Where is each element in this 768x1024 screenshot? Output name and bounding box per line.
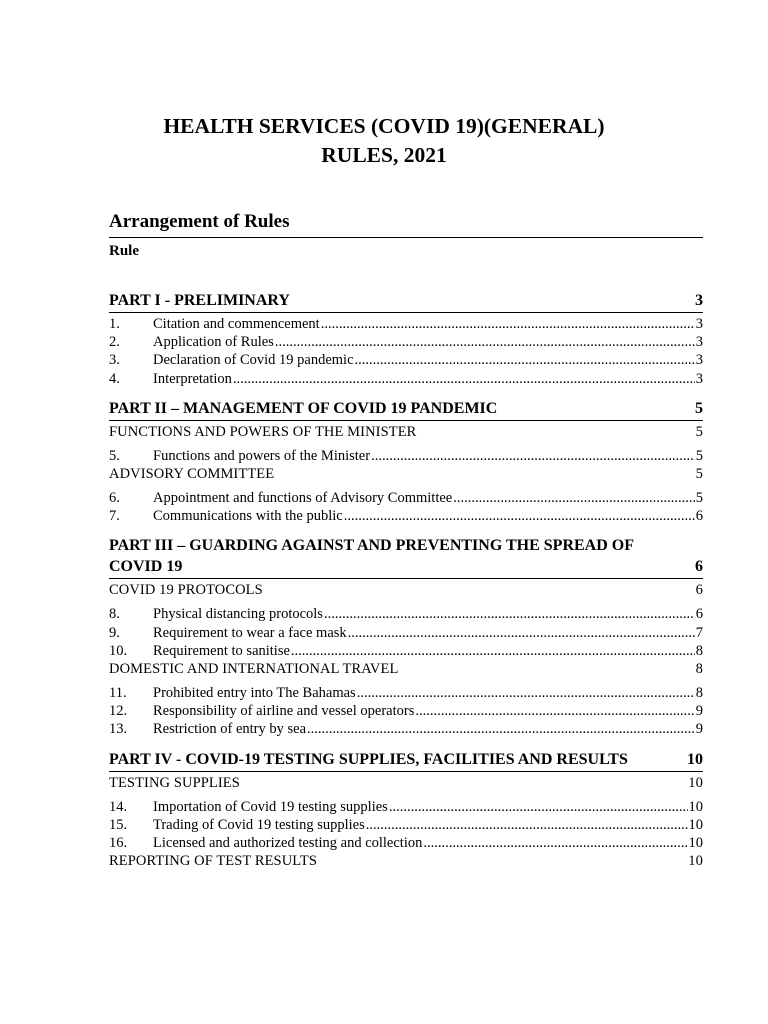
- entry-title: Restriction of entry by sea: [153, 721, 307, 738]
- entry-title: Responsibility of airline and vessel operators: [153, 703, 415, 720]
- entry-number: 14.: [109, 798, 128, 815]
- leader-dots: [344, 507, 695, 525]
- part-title: PART IV - COVID-19 TESTING SUPPLIES, FACILITIES AND RESULTS: [109, 750, 628, 768]
- section-heading[interactable]: [109, 852, 703, 870]
- entry-page: 6: [695, 508, 703, 525]
- entry-number: 13.: [109, 721, 128, 738]
- entry-title: Trading of Covid 19 testing supplies: [153, 816, 365, 833]
- entry-page: 9: [695, 703, 703, 720]
- section-title: TESTING SUPPLIES: [109, 774, 240, 791]
- entry-title: Appointment and functions of Advisory Committee: [153, 490, 453, 507]
- entry-page: 10: [688, 816, 703, 833]
- toc-entry[interactable]: [109, 333, 703, 351]
- toc-entry[interactable]: [109, 798, 703, 816]
- entry-page: 10: [688, 835, 703, 852]
- entry-number: 3.: [109, 352, 120, 369]
- entry-number: 6.: [109, 490, 120, 507]
- leader-dots: [355, 351, 695, 369]
- toc-entry[interactable]: [109, 315, 703, 333]
- toc-entry[interactable]: [109, 351, 703, 369]
- rule-column-label: Rule: [109, 243, 139, 259]
- toc-entry[interactable]: [109, 720, 703, 738]
- entry-number: 12.: [109, 703, 128, 720]
- section-title: ADVISORY COMMITTEE: [109, 466, 275, 483]
- entry-title: Declaration of Covid 19 pandemic: [153, 352, 354, 369]
- leader-dots: [324, 605, 695, 623]
- toc-entry[interactable]: [109, 605, 703, 623]
- part-page: 3: [695, 292, 703, 309]
- section-title: COVID 19 PROTOCOLS: [109, 582, 263, 599]
- toc-entry[interactable]: [109, 447, 703, 465]
- entry-title: Interpretation: [153, 370, 232, 387]
- leader-dots: [389, 798, 688, 816]
- entry-page: 5: [695, 447, 703, 464]
- part-heading[interactable]: [109, 290, 703, 313]
- entry-title: Requirement to wear a face mask: [153, 624, 347, 641]
- entry-page: 9: [695, 721, 703, 738]
- entry-title: Citation and commencement: [153, 316, 320, 332]
- part-title: PART II – MANAGEMENT OF COVID 19 PANDEMIC: [109, 399, 498, 417]
- leader-dots: [371, 447, 695, 465]
- title-line-2: RULES, 2021: [321, 143, 447, 167]
- part-title: PART III – GUARDING AGAINST AND PREVENTING THE SPREAD OF COVID 19: [109, 537, 634, 576]
- entry-title: Importation of Covid 19 testing supplies: [153, 798, 388, 815]
- section-heading[interactable]: [109, 465, 703, 483]
- leader-dots: [423, 834, 687, 852]
- section-page: 10: [688, 853, 703, 870]
- toc-entry[interactable]: [109, 370, 703, 388]
- entry-page: 8: [695, 642, 703, 659]
- toc-entry[interactable]: [109, 834, 703, 852]
- entry-title: Prohibited entry into The Bahamas: [153, 685, 356, 702]
- leader-dots: [307, 720, 695, 738]
- entry-page: 10: [688, 798, 703, 815]
- section-title: REPORTING OF TEST RESULTS: [109, 853, 318, 870]
- toc-entry[interactable]: [109, 507, 703, 525]
- section-page: 5: [695, 466, 703, 483]
- toc-entry[interactable]: [109, 684, 703, 702]
- part-page: 5: [695, 399, 703, 417]
- toc-entry[interactable]: [109, 816, 703, 834]
- entry-number: 5.: [109, 447, 120, 464]
- entry-page: 6: [695, 606, 703, 623]
- entry-page: 3: [695, 352, 703, 369]
- leader-dots: [348, 624, 695, 642]
- entry-title: Functions and powers of the Minister: [153, 447, 371, 464]
- part-heading[interactable]: [109, 398, 703, 421]
- entry-number: 10.: [109, 642, 128, 659]
- section-page: 8: [695, 661, 703, 678]
- section-heading[interactable]: [109, 423, 703, 441]
- toc-entry[interactable]: [109, 489, 703, 507]
- leader-dots: [357, 684, 695, 702]
- part-page: 10: [687, 750, 703, 768]
- entry-page: 7: [695, 624, 703, 641]
- entry-page: 3: [695, 334, 703, 351]
- leader-dots: [233, 370, 695, 388]
- section-heading[interactable]: [109, 581, 703, 599]
- leader-dots: [275, 333, 695, 351]
- part-heading[interactable]: [109, 749, 703, 772]
- table-of-contents: [109, 210, 703, 870]
- entry-page: 3: [695, 370, 703, 387]
- entry-page: 3: [695, 316, 703, 332]
- section-title: FUNCTIONS AND POWERS OF THE MINISTER: [109, 423, 417, 440]
- section-page: 10: [688, 774, 703, 791]
- entry-title: Licensed and authorized testing and collection: [153, 835, 423, 852]
- section-title: DOMESTIC AND INTERNATIONAL TRAVEL: [109, 661, 399, 678]
- entry-number: 15.: [109, 816, 128, 833]
- entry-page: 8: [695, 685, 703, 702]
- leader-dots: [291, 642, 695, 660]
- leader-dots: [321, 315, 695, 333]
- entry-number: 4.: [109, 370, 120, 387]
- entry-number: 11.: [109, 685, 127, 702]
- section-page: 6: [695, 582, 703, 599]
- leader-dots: [453, 489, 695, 507]
- entry-number: 16.: [109, 835, 128, 852]
- section-heading[interactable]: [109, 774, 703, 792]
- section-page: 5: [695, 423, 703, 440]
- entry-number: 9.: [109, 624, 120, 641]
- section-heading[interactable]: [109, 660, 703, 678]
- entry-title: Application of Rules: [153, 334, 274, 351]
- entry-page: 5: [695, 490, 703, 507]
- entry-title: Requirement to sanitise: [153, 642, 290, 659]
- part-heading[interactable]: [109, 535, 703, 579]
- entry-number: 1.: [109, 316, 120, 332]
- entry-title: Communications with the public: [153, 508, 343, 525]
- toc-entry[interactable]: [109, 642, 703, 660]
- entry-number: 7.: [109, 508, 120, 525]
- entry-number: 8.: [109, 606, 120, 623]
- entry-title: Physical distancing protocols: [153, 606, 323, 623]
- toc-entry[interactable]: [109, 624, 703, 642]
- leader-dots: [366, 816, 688, 834]
- document-title: [0, 112, 768, 170]
- title-line-1: HEALTH SERVICES (COVID 19)(GENERAL): [163, 114, 605, 138]
- arrangement-heading: Arrangement of Rules: [109, 210, 703, 238]
- part-title: PART I - PRELIMINARY: [109, 292, 290, 309]
- leader-dots: [415, 702, 694, 720]
- part-page: 6: [695, 558, 703, 576]
- toc-entry[interactable]: [109, 702, 703, 720]
- entry-number: 2.: [109, 334, 120, 351]
